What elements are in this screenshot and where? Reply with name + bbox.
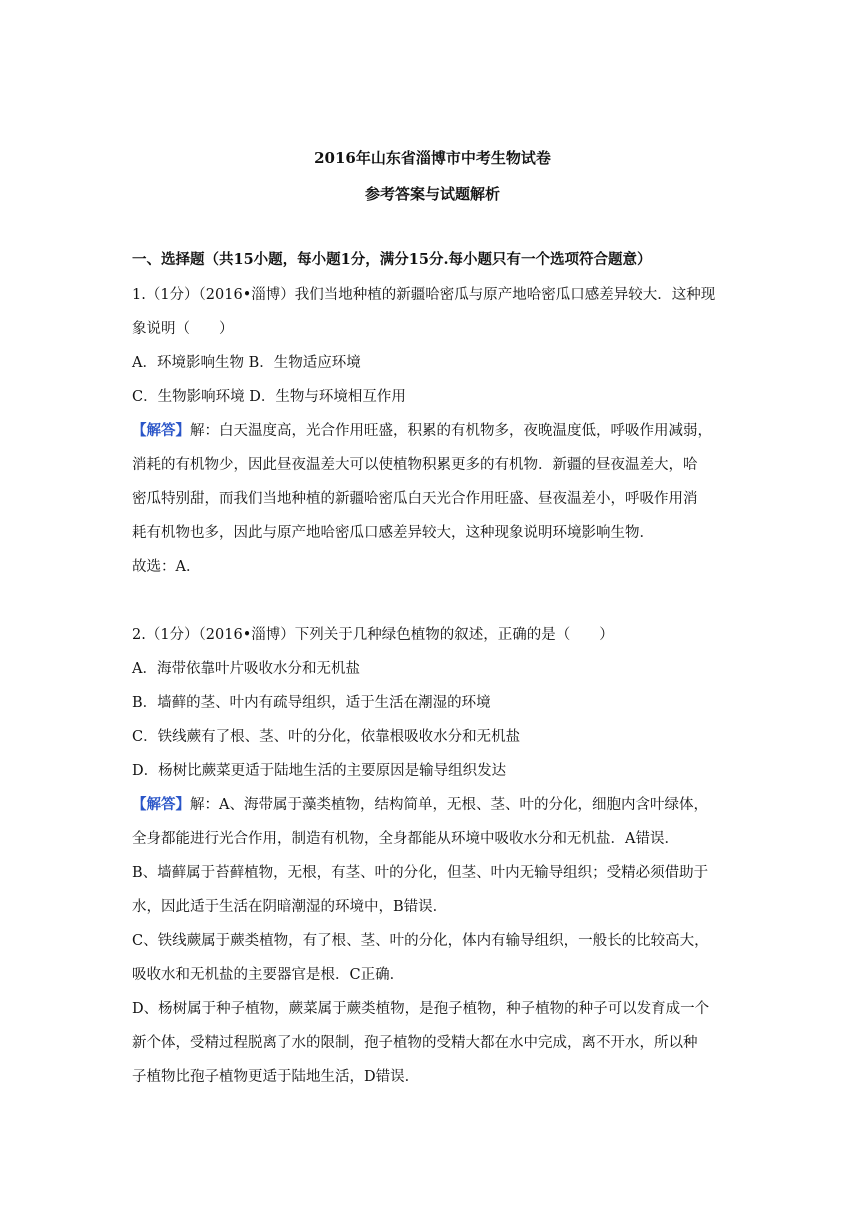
q2-option-c: C．铁线蕨有了根、茎、叶的分化，依靠根吸收水分和无机盐 (132, 729, 521, 745)
q2-answer-line5: C、铁线蕨属于蕨类植物，有了根、茎、叶的分化，体内有输导组织，一般长的比较高大， (132, 933, 709, 949)
q2-answer-line7: D、杨树属于种子植物，蕨菜属于蕨类植物，是孢子植物，种子植物的种子可以发育成一个 (132, 1001, 710, 1017)
q2-answer-tag: 【解答】 (132, 796, 190, 813)
q1-choice: 故选：A． (132, 559, 201, 575)
q2-answer-line6: 吸收水和无机盐的主要器官是根．C正确． (132, 967, 405, 983)
q2-answer-line4: 水，因此适于生活在阴暗潮湿的环境中，B错误． (132, 899, 448, 915)
page-subtitle: 参考答案与试题解析 (364, 185, 500, 203)
q1-stem-line1: 1.（1分）（2016•淄博）我们当地种植的新疆哈密瓜与原产地哈密瓜口感差异较大．这种现 (132, 287, 716, 303)
page-title: 2016年山东省淄博市中考生物试卷 (314, 149, 551, 167)
q1-answer-line3: 密瓜特别甜，而我们当地种植的新疆哈密瓜白天光合作用旺盛、昼夜温差小，呼吸作用消 (132, 491, 698, 507)
q2-option-a: A．海带依靠叶片吸收水分和无机盐 (132, 661, 360, 677)
q1-answer-line2: 消耗的有机物少，因此昼夜温差大可以使植物积累更多的有机物．新疆的昼夜温差大，哈 (132, 457, 698, 473)
q1-answer-line1 (132, 422, 712, 440)
q2-answer-line3: B、墙藓属于苔藓植物，无根，有茎、叶的分化，但茎、叶内无输导组织；受精必须借助于 (132, 865, 709, 881)
q2-answer-line9: 子植物比孢子植物更适于陆地生活，D错误． (132, 1069, 420, 1085)
q2-option-d: D．杨树比蕨菜更适于陆地生活的主要原因是输导组织发达 (132, 763, 507, 779)
q1-options-line2: C．生物影响环境 D．生物与环境相互作用 (132, 389, 406, 405)
q1-answer-text-1: 解：白天温度高，光合作用旺盛，积累的有机物多，夜晚温度低，呼吸作用减弱， (190, 423, 712, 439)
q2-answer-text-1: 解：A、海带属于藻类植物，结构简单，无根、茎、叶的分化，细胞内含叶绿体， (190, 797, 708, 813)
q2-answer-line8: 新个体，受精过程脱离了水的限制，孢子植物的受精大都在水中完成，离不开水，所以种 (132, 1035, 698, 1051)
q2-option-b: B．墙藓的茎、叶内有疏导组织，适于生活在潮湿的环境 (132, 695, 491, 711)
q1-answer-line4: 耗有机物也多，因此与原产地哈密瓜口感差异较大，这种现象说明环境影响生物． (132, 525, 654, 541)
q2-answer-line2: 全身都能进行光合作用，制造有机物，全身都能从环境中吸收水分和无机盐．A错误． (132, 831, 679, 847)
q1-options-line1: A．环境影响生物 B．生物适应环境 (132, 355, 361, 371)
q2-stem: 2.（1分）（2016•淄博）下列关于几种绿色植物的叙述，正确的是（ ） (132, 627, 614, 643)
q1-stem-line2: 象说明（ ） (132, 321, 234, 337)
q2-answer-line1 (132, 796, 708, 814)
q1-answer-tag: 【解答】 (132, 422, 190, 439)
section-heading: 一、选择题（共15小题，每小题1分，满分15分.每小题只有一个选项符合题意） (132, 251, 652, 268)
